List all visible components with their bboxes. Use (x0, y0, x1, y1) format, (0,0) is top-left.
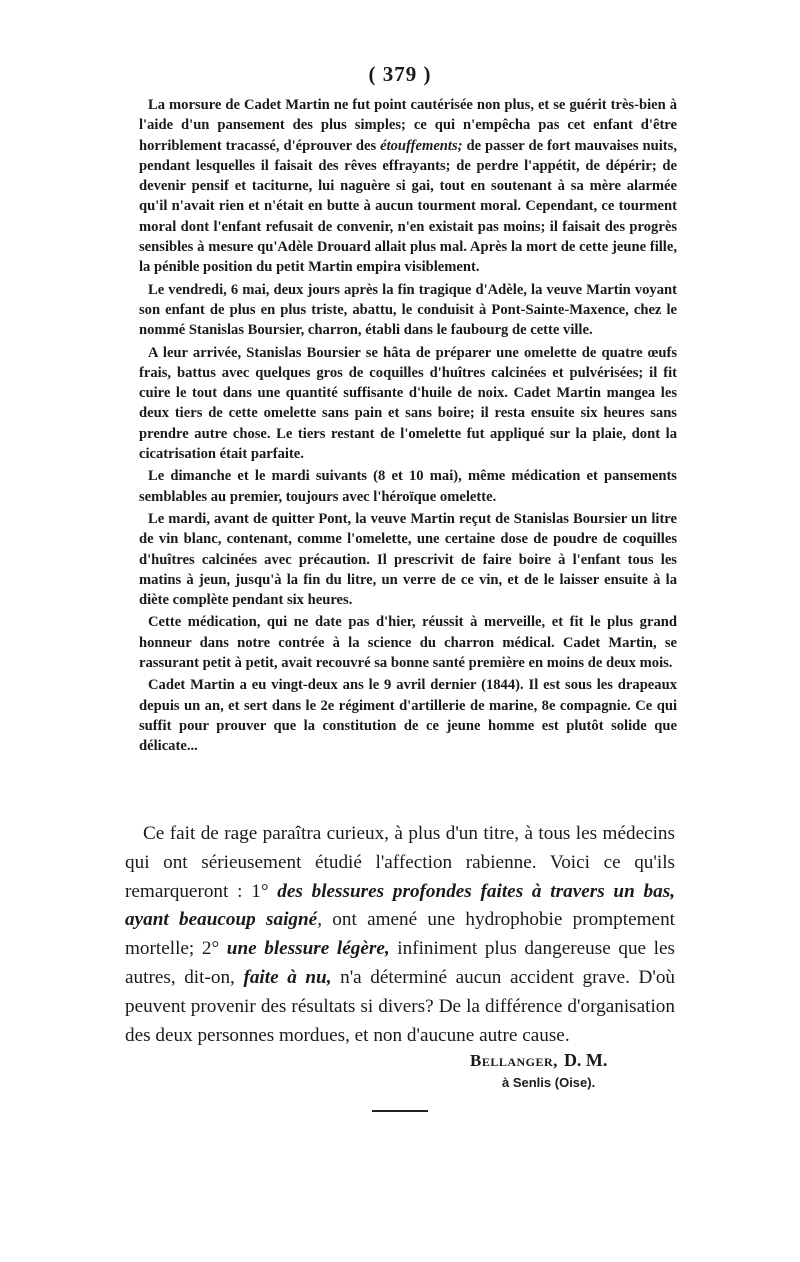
signature-degree: D. M. (563, 1050, 608, 1070)
commentary-emphasis-1: des blessures profondes faites à travers un bas, ayant beaucoup saigné (125, 880, 675, 931)
commentary-text-b: , ont amené une hydrophobie promptement mortelle; 2° (125, 909, 675, 960)
page-number: ( 379 ) (368, 62, 432, 86)
commentary-emphasis-2: une blessure légère, (226, 938, 390, 960)
commentary-text-a: Ce fait de rage paraîtra curieux, à plus d'un titre, à tous les médecins qui ont sérieusement étudié l'affection rabienne. Voici ce qu'ils remarqueront : 1° (125, 823, 675, 902)
commentary-paragraph (125, 820, 675, 1050)
commentary-emphasis-3: faite à nu, (243, 966, 332, 988)
signature-name: Bellanger, (470, 1051, 558, 1070)
commentary-text-c: infiniment plus dangereuse que les autres, dit-on, (125, 938, 675, 988)
letter-paragraph-2: Le vendredi, 6 mai, deux jours après la fin tragique d'Adèle, la veuve Martin voyant son enfant de plus en plus triste, abattu, le conduisit à Pont-Sainte-Maxence, chez le nommé Stanislas Boursier, charron, établi dans le faubourg de cette ville. (139, 281, 677, 339)
letter-p1-emphasis: étouffements; (380, 137, 463, 154)
letter-paragraph-6: Cette médication, qui ne date pas d'hier, réussit à merveille, et fit le plus grand honneur dans notre contrée à la science du charron médical. Cadet Martin, se rassurant petit à petit, avait recouvré sa bonne santé première en moins de deux mois. (139, 614, 677, 672)
quoted-letter (139, 95, 677, 759)
letter-paragraph-1 (139, 95, 677, 278)
letter-paragraph-4: Le dimanche et le mardi suivants (8 et 10 mai), même médication et pansements semblables au premier, toujours avec l'héroïque omelette. (139, 468, 677, 505)
letter-p1-text-b: de passer de fort mauvaises nuits, pendant lesquelles il faisait des rêves effrayants; de perdre l'appétit, de dépérir; de devenir pensif et taciturne, lui naguère si gai, tout en soutenant à sa mère alarmée qu'il n'avait rien et n'était en butte à aucun tourment moral. Cependant, ce tourment moral dont l'enfant refusait de convenir, n'en existait pas moins; il faisait des progrès sensibles à mesure qu'Adèle Drouard allait plus mal. Après la mort de cette jeune fille, la pénible position du petit Martin empira visiblement. (139, 137, 677, 276)
signature-line (470, 1050, 680, 1071)
end-rule-divider (372, 1110, 428, 1112)
letter-paragraph-5: Le mardi, avant de quitter Pont, la veuve Martin reçut de Stanislas Boursier un litre de vin blanc, contenant, comme l'omelette, une certaine dose de poudre de coquilles d'huîtres calcinées avec précaution. Il prescrivit de faire boire à l'enfant tous les matins à jeun, jusqu'à la fin du litre, un verre de ce vin, et de le laisser ensuite à la diète complète pendant six heures. (139, 510, 677, 609)
signature-block (470, 1050, 680, 1090)
signature-place: à Senlis (Oise). (502, 1075, 596, 1090)
letter-paragraph-3: A leur arrivée, Stanislas Boursier se hâta de préparer une omelette de quatre œufs frais, battus avec quelques gros de coquilles d'huîtres calcinées et pulvérisées; il fit cuire le tout dans une quantité suffisante d'huile de noix. Cadet Martin mangea les deux tiers de cette omelette sans pain et sans boire; il resta ensuite six heures sans prendre autre chose. Le tiers restant de l'omelette fut appliqué sur la plaie, dont la cicatrisation était parfaite. (139, 344, 677, 463)
letter-p1-text-a: La morsure de Cadet Martin ne fut point cautérisée non plus, et se guérit très-bien à l'aide d'un pansement des plus simples; ce qui n'empêcha pas cet enfant d'être horriblement tracassé, d'éprouver des (139, 97, 677, 154)
commentary-text-d: n'a déterminé aucun accident grave. D'où peuvent provenir des résultats si divers? De la différence d'organisation des deux personnes mordues, et non d'aucune autre cause. (125, 966, 676, 1046)
letter-paragraph-7: Cadet Martin a eu vingt-deux ans le 9 avril dernier (1844). Il est sous les drapeaux depuis un an, et sert dans le 2e régiment d'artillerie de marine, 8e compagnie. Ce qui suffit pour prouver que la constitution de ce jeune homme est plutôt solide que délicate... (139, 677, 677, 755)
author-commentary (125, 820, 675, 1050)
